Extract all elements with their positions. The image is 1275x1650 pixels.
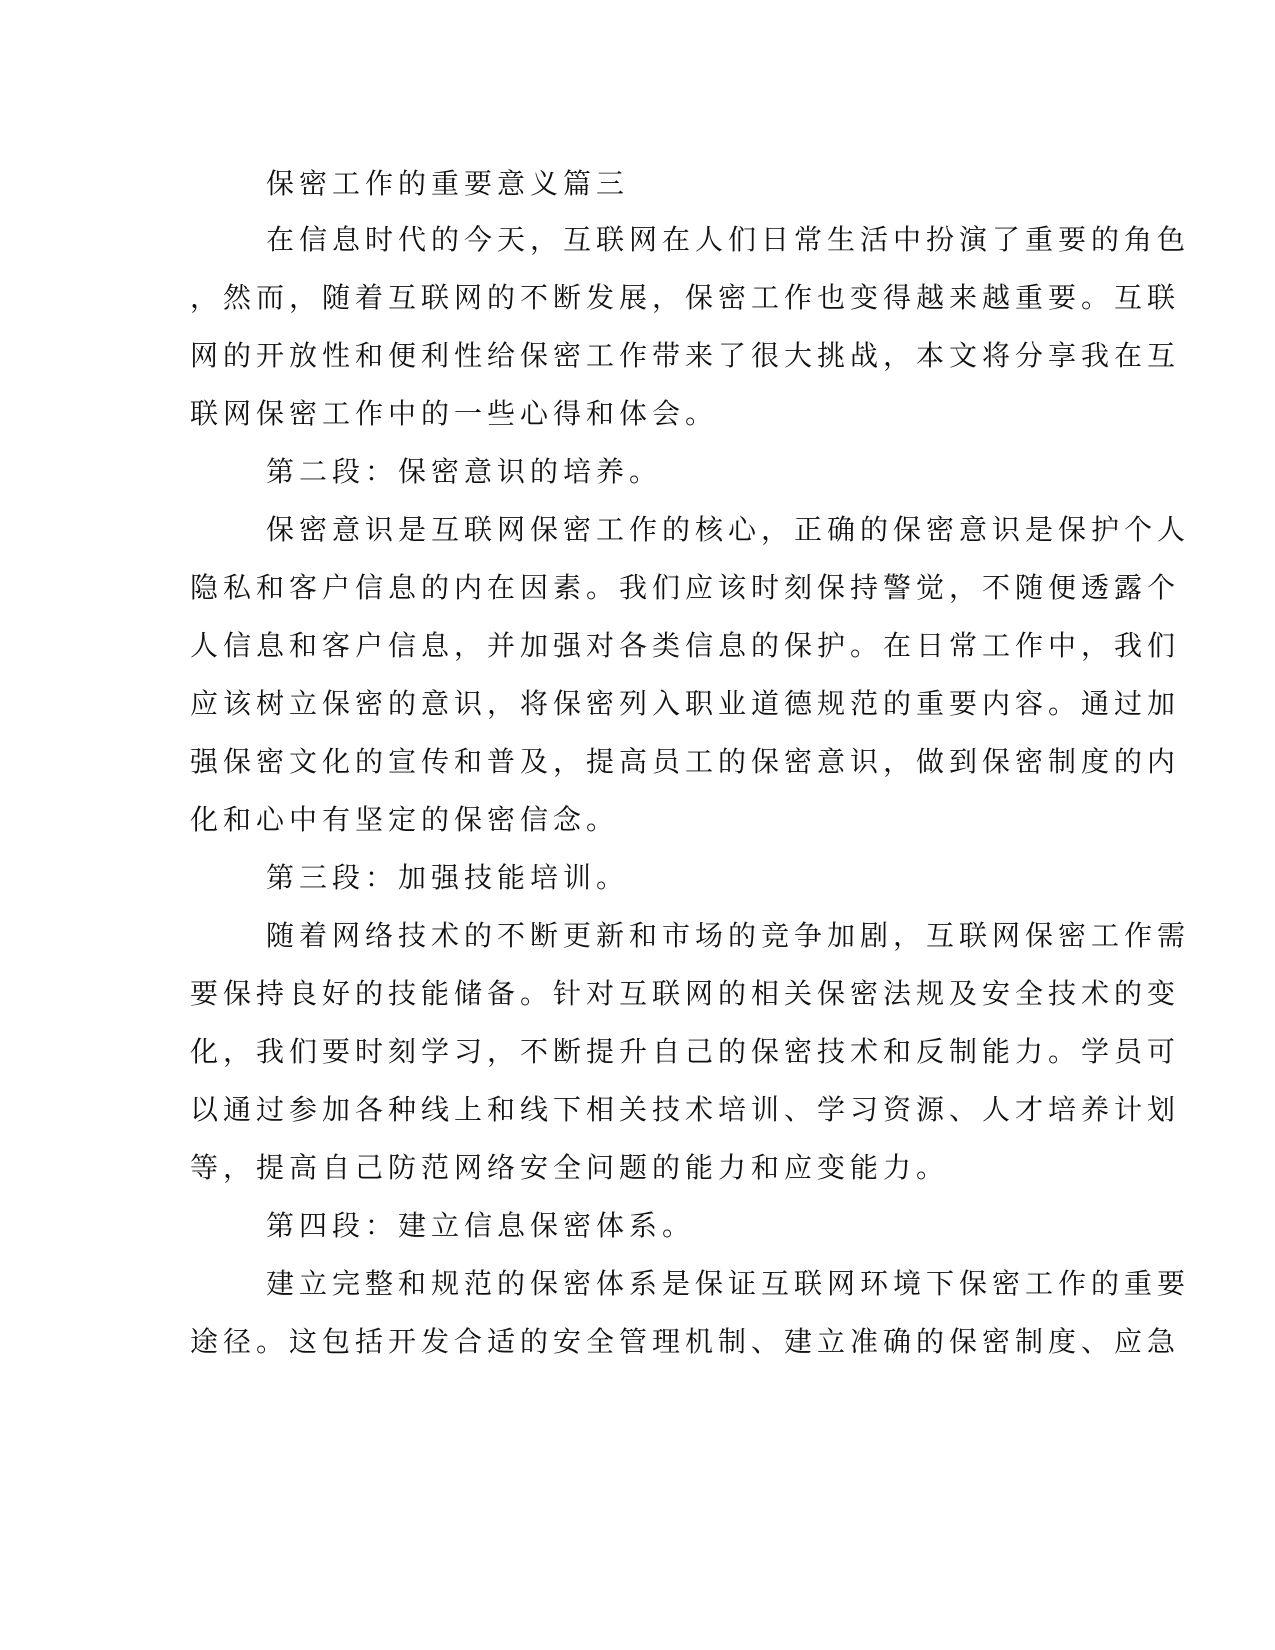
paragraph-line: 联网保密工作中的一些心得和体会。 [190, 397, 719, 430]
section-title: 保密工作的重要意义篇三 [266, 167, 630, 200]
paragraph-line: 途径。这包括开发合适的安全管理机制、建立准确的保密制度、应急 [190, 1325, 1181, 1358]
paragraph-line: 以通过参加各种线上和线下相关技术培训、学习资源、人才培养计划 [190, 1093, 1181, 1126]
section-heading: 第四段：建立信息保密体系。 [266, 1209, 696, 1242]
section-heading: 第二段：保密意识的培养。 [266, 455, 663, 488]
paragraph-line: 化和心中有坚定的保密信念。 [190, 803, 620, 836]
paragraph-line: 隐私和客户信息的内在因素。我们应该时刻保持警觉，不随便透露个 [190, 571, 1181, 604]
section-heading: 第三段：加强技能培训。 [266, 861, 630, 894]
paragraph-line: 在信息时代的今天，互联网在人们日常生活中扮演了重要的角色 [266, 223, 1191, 256]
paragraph-line: 等，提高自己防范网络安全问题的能力和应变能力。 [190, 1151, 950, 1184]
paragraph-line: 保密意识是互联网保密工作的核心，正确的保密意识是保护个人 [266, 513, 1191, 546]
paragraph-line: 要保持良好的技能储备。针对互联网的相关保密法规及安全技术的变 [190, 977, 1181, 1010]
paragraph-line: ，然而，随着互联网的不断发展，保密工作也变得越来越重要。互联 [190, 281, 1181, 314]
paragraph-line: 随着网络技术的不断更新和市场的竞争加剧，互联网保密工作需 [266, 919, 1191, 952]
paragraph-line: 强保密文化的宣传和普及，提高员工的保密意识，做到保密制度的内 [190, 745, 1181, 778]
paragraph-line: 化，我们要时刻学习，不断提升自己的保密技术和反制能力。学员可 [190, 1035, 1181, 1068]
paragraph-line: 应该树立保密的意识，将保密列入职业道德规范的重要内容。通过加 [190, 687, 1181, 720]
paragraph-line: 网的开放性和便利性给保密工作带来了很大挑战，本文将分享我在互 [190, 339, 1181, 372]
paragraph-line: 人信息和客户信息，并加强对各类信息的保护。在日常工作中，我们 [190, 629, 1181, 662]
paragraph-line: 建立完整和规范的保密体系是保证互联网环境下保密工作的重要 [266, 1267, 1191, 1300]
